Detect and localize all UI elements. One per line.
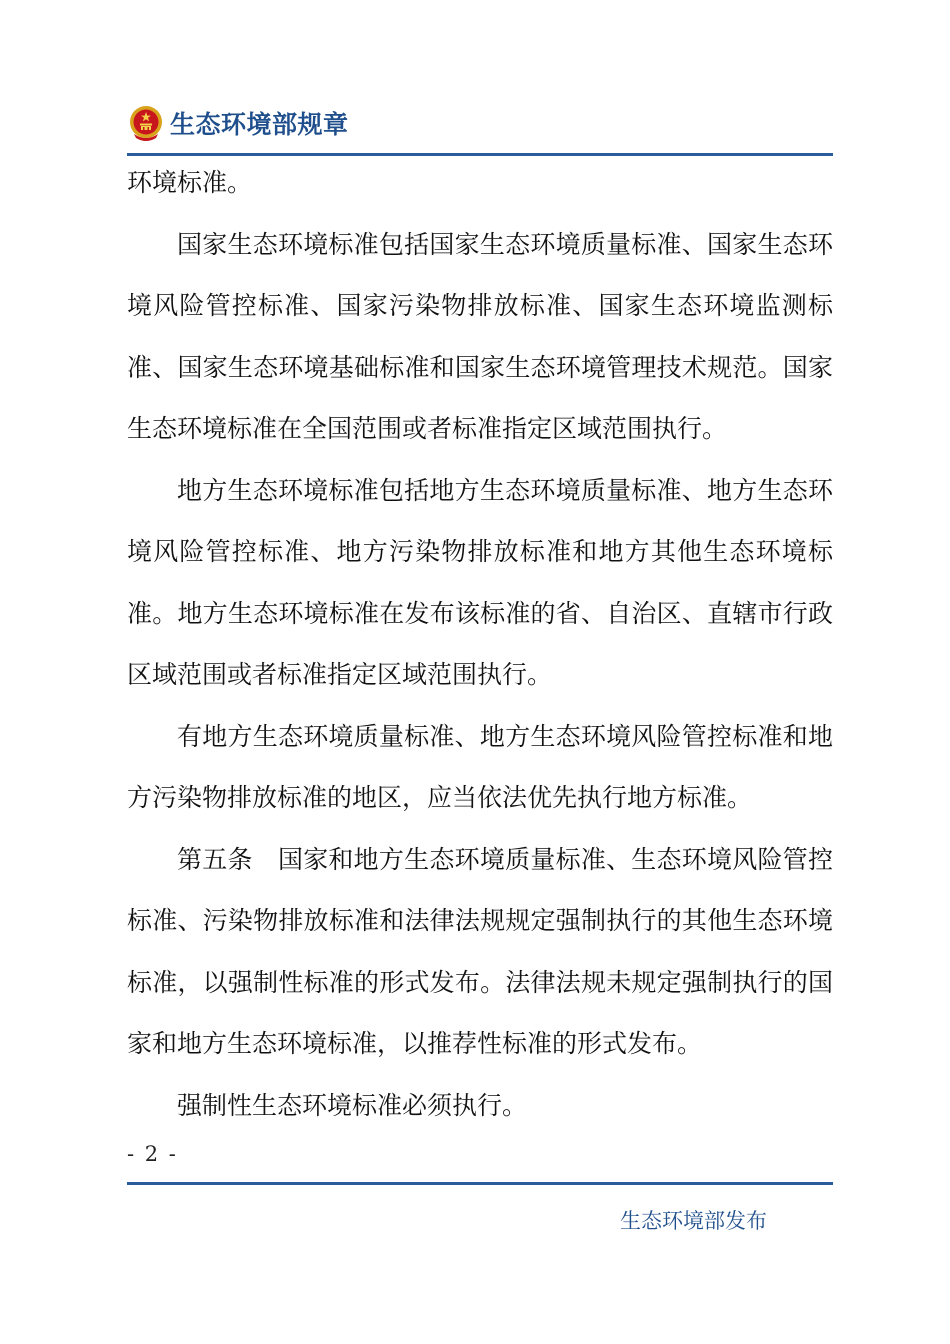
body-paragraph: 强制性生态环境标准必须执行。 bbox=[177, 1090, 528, 1120]
body-paragraph: 有地方生态环境质量标准、地方生态环境风险管控标准和地方污染物排放标准的地区，应当依法优先执行地方标准。 bbox=[127, 721, 833, 812]
body-paragraph: 第五条 国家和地方生态环境质量标准、生态环境风险管控标准、污染物排放标准和法律法规规定强制执行的其他生态环境标准，以强制性标准的形式发布。法律法规未规定强制执行的国家和地方生态环境标准，以推荐性标准的形式发布。 bbox=[127, 844, 833, 1058]
body-paragraph: 环境标准。 bbox=[127, 168, 253, 197]
footer-publisher: 生态环境部发布 bbox=[620, 1209, 767, 1233]
page-header bbox=[128, 100, 349, 146]
page-number: - 2 - bbox=[127, 1142, 178, 1166]
document-body bbox=[127, 152, 833, 1136]
body-paragraph: 地方生态环境标准包括地方生态环境质量标准、地方生态环境风险管控标准、地方污染物排放标准和地方其他生态环境标准。地方生态环境标准在发布该标准的省、自治区、直辖市行政区域范围或者标准指定区域范围执行。 bbox=[127, 475, 833, 689]
footer-divider bbox=[127, 1182, 833, 1185]
page-header-title: 生态环境部规章 bbox=[170, 110, 349, 139]
national-emblem-icon bbox=[128, 104, 164, 142]
body-paragraph: 国家生态环境标准包括国家生态环境质量标准、国家生态环境风险管控标准、国家污染物排放标准、国家生态环境监测标准、国家生态环境基础标准和国家生态环境管理技术规范。国家生态环境标准在全国范围或者标准指定区域范围执行。 bbox=[127, 229, 833, 443]
